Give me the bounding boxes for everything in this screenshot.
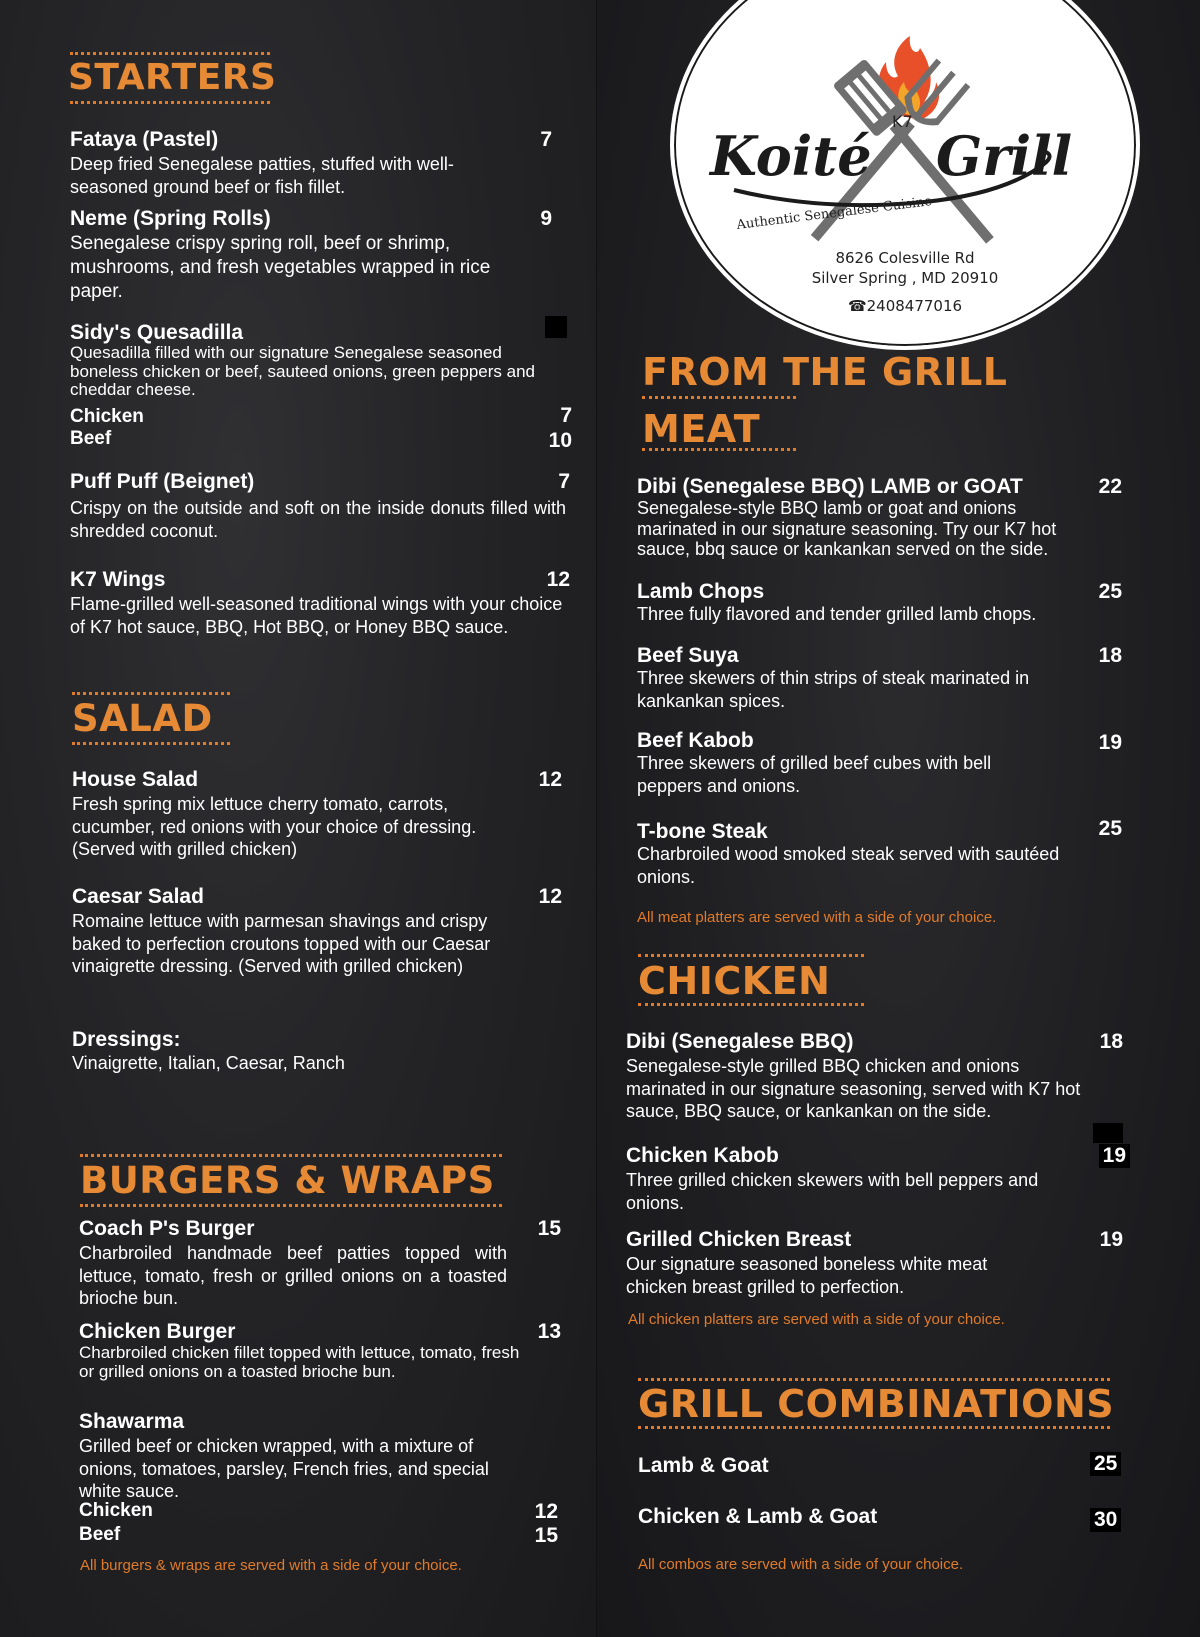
- menu-item: [70, 128, 552, 198]
- starters-bottom-rule: [70, 101, 270, 104]
- option-price: 10: [548, 429, 572, 452]
- item-name: Beef Kabob: [637, 729, 754, 752]
- item-name: Fataya (Pastel): [70, 128, 219, 151]
- burgers-top-rule: [80, 1154, 502, 1157]
- item-name: Chicken Kabob: [626, 1144, 779, 1167]
- item-description: Our signature seasoned boneless white meat chicken breast grilled to perfection.: [626, 1254, 988, 1297]
- dressings-list: Vinaigrette, Italian, Caesar, Ranch: [72, 1053, 345, 1073]
- item-description: Three fully flavored and tender grilled lamb chops.: [637, 604, 1037, 625]
- item-price: 19: [1098, 731, 1122, 754]
- starters-heading: STARTERS: [68, 57, 277, 98]
- option-label: Beef: [79, 1524, 121, 1545]
- menu-item: [70, 207, 552, 303]
- item-price: 19: [1099, 1228, 1123, 1251]
- item-price: 19: [1099, 1144, 1130, 1168]
- meat-heading: MEAT: [642, 407, 761, 451]
- menu-item: [626, 1228, 1123, 1298]
- item-description: Deep fried Senegalese patties, stuffed with well-seasoned ground beef or fish fillet.: [70, 154, 454, 197]
- item-name: Coach P's Burger: [79, 1217, 255, 1240]
- item-name: K7 Wings: [70, 568, 166, 591]
- item-price: 13: [537, 1320, 561, 1343]
- item-price: 18: [1099, 1030, 1123, 1053]
- item-description: Three grilled chicken skewers with bell peppers and onions.: [626, 1170, 1039, 1213]
- item-description: Senegalese-style BBQ lamb or goat and onions marinated in our signature seasoning. Try our K7 hot sauce, bbq sauce or kankankan served on the side.: [637, 498, 1057, 560]
- item-description: Senegalese crispy spring roll, beef or shrimp, mushrooms, and fresh vegetables wrapped in rice paper.: [70, 233, 491, 302]
- combos-heading: GRILL COMBINATIONS: [638, 1382, 1115, 1426]
- item-price: 12: [546, 568, 570, 591]
- item-name: House Salad: [72, 768, 199, 791]
- menu-item: [70, 321, 552, 400]
- address-line-2: Silver Spring , MD 20910: [811, 269, 999, 287]
- combo-name: Chicken & Lamb & Goat: [638, 1505, 878, 1528]
- combos-top-rule: [638, 1378, 1110, 1381]
- option-price: 12: [534, 1500, 558, 1523]
- item-description: Charbroiled handmade beef patties topped with lettuce, tomato, fresh or grilled onions on a toasted brioche bun.: [79, 1243, 507, 1309]
- menu-item: [626, 1144, 1130, 1214]
- meat-note: All meat platters are served with a side of your choice.: [637, 909, 997, 926]
- item-description: Crispy on the outside and soft on the inside donuts filled with shredded coconut.: [70, 498, 566, 541]
- item-name: Puff Puff (Beignet): [70, 470, 255, 493]
- menu-item: [637, 729, 1122, 797]
- item-name: Caesar Salad: [72, 885, 204, 908]
- chicken-heading: CHICKEN: [638, 959, 831, 1003]
- chicken-top-rule: [638, 954, 864, 957]
- menu-item: [637, 580, 1122, 626]
- item-name: Neme (Spring Rolls): [70, 207, 271, 230]
- item-description: Three skewers of thin strips of steak marinated in kankankan spices.: [637, 668, 1030, 711]
- phone-number: ☎2408477016: [847, 297, 963, 315]
- item-name: Grilled Chicken Breast: [626, 1228, 852, 1251]
- salad-heading: SALAD: [72, 697, 213, 740]
- starters-top-rule: [70, 52, 270, 55]
- menu-item: [70, 470, 570, 542]
- k7-mark: K7: [892, 112, 913, 131]
- item-name: Dibi (Senegalese BBQ) LAMB or GOAT: [637, 475, 1023, 498]
- item-description: Charbroiled wood smoked steak served with sautéed onions.: [637, 844, 1060, 887]
- item-name: Shawarma: [79, 1410, 185, 1433]
- combos-bottom-rule: [638, 1426, 1110, 1429]
- item-price: 12: [538, 885, 562, 908]
- item-description: Senegalese-style grilled BBQ chicken and onions marinated in our signature seasoning, served with K7 hot sauce, BBQ sauce, or kankankan on the side.: [626, 1056, 1081, 1122]
- menu-item: [79, 1410, 561, 1503]
- chicken-note: All chicken platters are served with a side of your choice.: [628, 1311, 1005, 1328]
- combos-note: All combos are served with a side of your choice.: [638, 1556, 964, 1573]
- swoosh-icon: [674, 0, 1136, 346]
- combo-price: 25: [1090, 1452, 1121, 1476]
- item-description: Flame-grilled well-seasoned traditional wings with your choice of K7 hot sauce, BBQ, Hot BBQ, or Honey BBQ sauce.: [70, 594, 563, 637]
- menu-item: [637, 644, 1122, 712]
- item-price: 9: [540, 207, 552, 230]
- dressings-label: Dressings:: [72, 1028, 181, 1051]
- item-name: Lamb Chops: [637, 580, 765, 603]
- combo-price: 30: [1090, 1508, 1121, 1532]
- address-line-1: 8626 Colesville Rd: [835, 249, 975, 267]
- item-price: 22: [1098, 475, 1122, 498]
- burgers-bottom-rule: [80, 1204, 502, 1207]
- burgers-heading: BURGERS & WRAPS: [80, 1159, 495, 1202]
- menu-item: [637, 475, 1122, 560]
- item-name: Beef Suya: [637, 644, 739, 667]
- item-description: Three skewers of grilled beef cubes with bell peppers and onions.: [637, 753, 992, 796]
- option-label: Chicken: [70, 406, 144, 427]
- option-label: Chicken: [79, 1500, 153, 1521]
- item-name: Chicken Burger: [79, 1320, 236, 1343]
- item-price: 18: [1098, 644, 1122, 667]
- item-price: 25: [1098, 817, 1122, 840]
- item-description: Charbroiled chicken fillet topped with lettuce, tomato, fresh or grilled onions on a toasted brioche bun.: [79, 1343, 520, 1382]
- menu-item: [79, 1217, 561, 1310]
- item-description: Romaine lettuce with parmesan shavings and crispy baked to perfection croutons topped with our Caesar vinaigrette dressing. (Served with grilled chicken): [72, 911, 491, 977]
- item-price: 15: [537, 1217, 561, 1240]
- burgers-note: All burgers & wraps are served with a side of your choice.: [80, 1557, 462, 1574]
- menu-item: [637, 817, 1122, 888]
- item-price: 25: [1098, 580, 1122, 603]
- brand-tagline: Authentic Senegalese Cuisine: [735, 194, 933, 233]
- combo-name: Lamb & Goat: [638, 1454, 769, 1477]
- menu-item: [626, 1030, 1123, 1123]
- menu-item: [72, 768, 562, 861]
- item-price: 7: [540, 128, 552, 151]
- item-description: Quesadilla filled with our signature Senegalese seasoned boneless chicken or beef, sauteed onions, green peppers and cheddar cheese.: [70, 343, 535, 400]
- salad-bottom-rule: [72, 742, 230, 745]
- brand-name-right: Grill: [936, 124, 1073, 188]
- option-price: 7: [560, 404, 572, 427]
- item-description: Fresh spring mix lettuce cherry tomato, carrots, cucumber, red onions with your choice of dressing. (Served with grilled chicken): [72, 794, 477, 860]
- chicken-bottom-rule: [638, 1003, 864, 1006]
- brand-name-left: Koité: [710, 124, 872, 188]
- option-label: Beef: [70, 428, 112, 449]
- item-price: 12: [538, 768, 562, 791]
- item-name: Sidy's Quesadilla: [70, 321, 244, 344]
- item-name: Dibi (Senegalese BBQ): [626, 1030, 854, 1053]
- restaurant-logo: [670, 0, 1140, 350]
- menu-item: [79, 1320, 561, 1381]
- option-price: 15: [534, 1524, 558, 1547]
- item-description: Grilled beef or chicken wrapped, with a mixture of onions, tomatoes, parsley, French fries, and special white sauce.: [79, 1436, 489, 1502]
- item-name: T-bone Steak: [637, 820, 768, 843]
- redaction-box: [1093, 1123, 1123, 1143]
- item-price: 7: [558, 470, 570, 493]
- menu-item: [70, 568, 570, 638]
- menu-item: [72, 885, 562, 978]
- salad-top-rule: [72, 692, 230, 695]
- grill-heading: FROM THE GRILL: [642, 350, 1008, 394]
- meat-bottom-rule: [642, 448, 796, 451]
- meat-top-rule: [642, 396, 796, 399]
